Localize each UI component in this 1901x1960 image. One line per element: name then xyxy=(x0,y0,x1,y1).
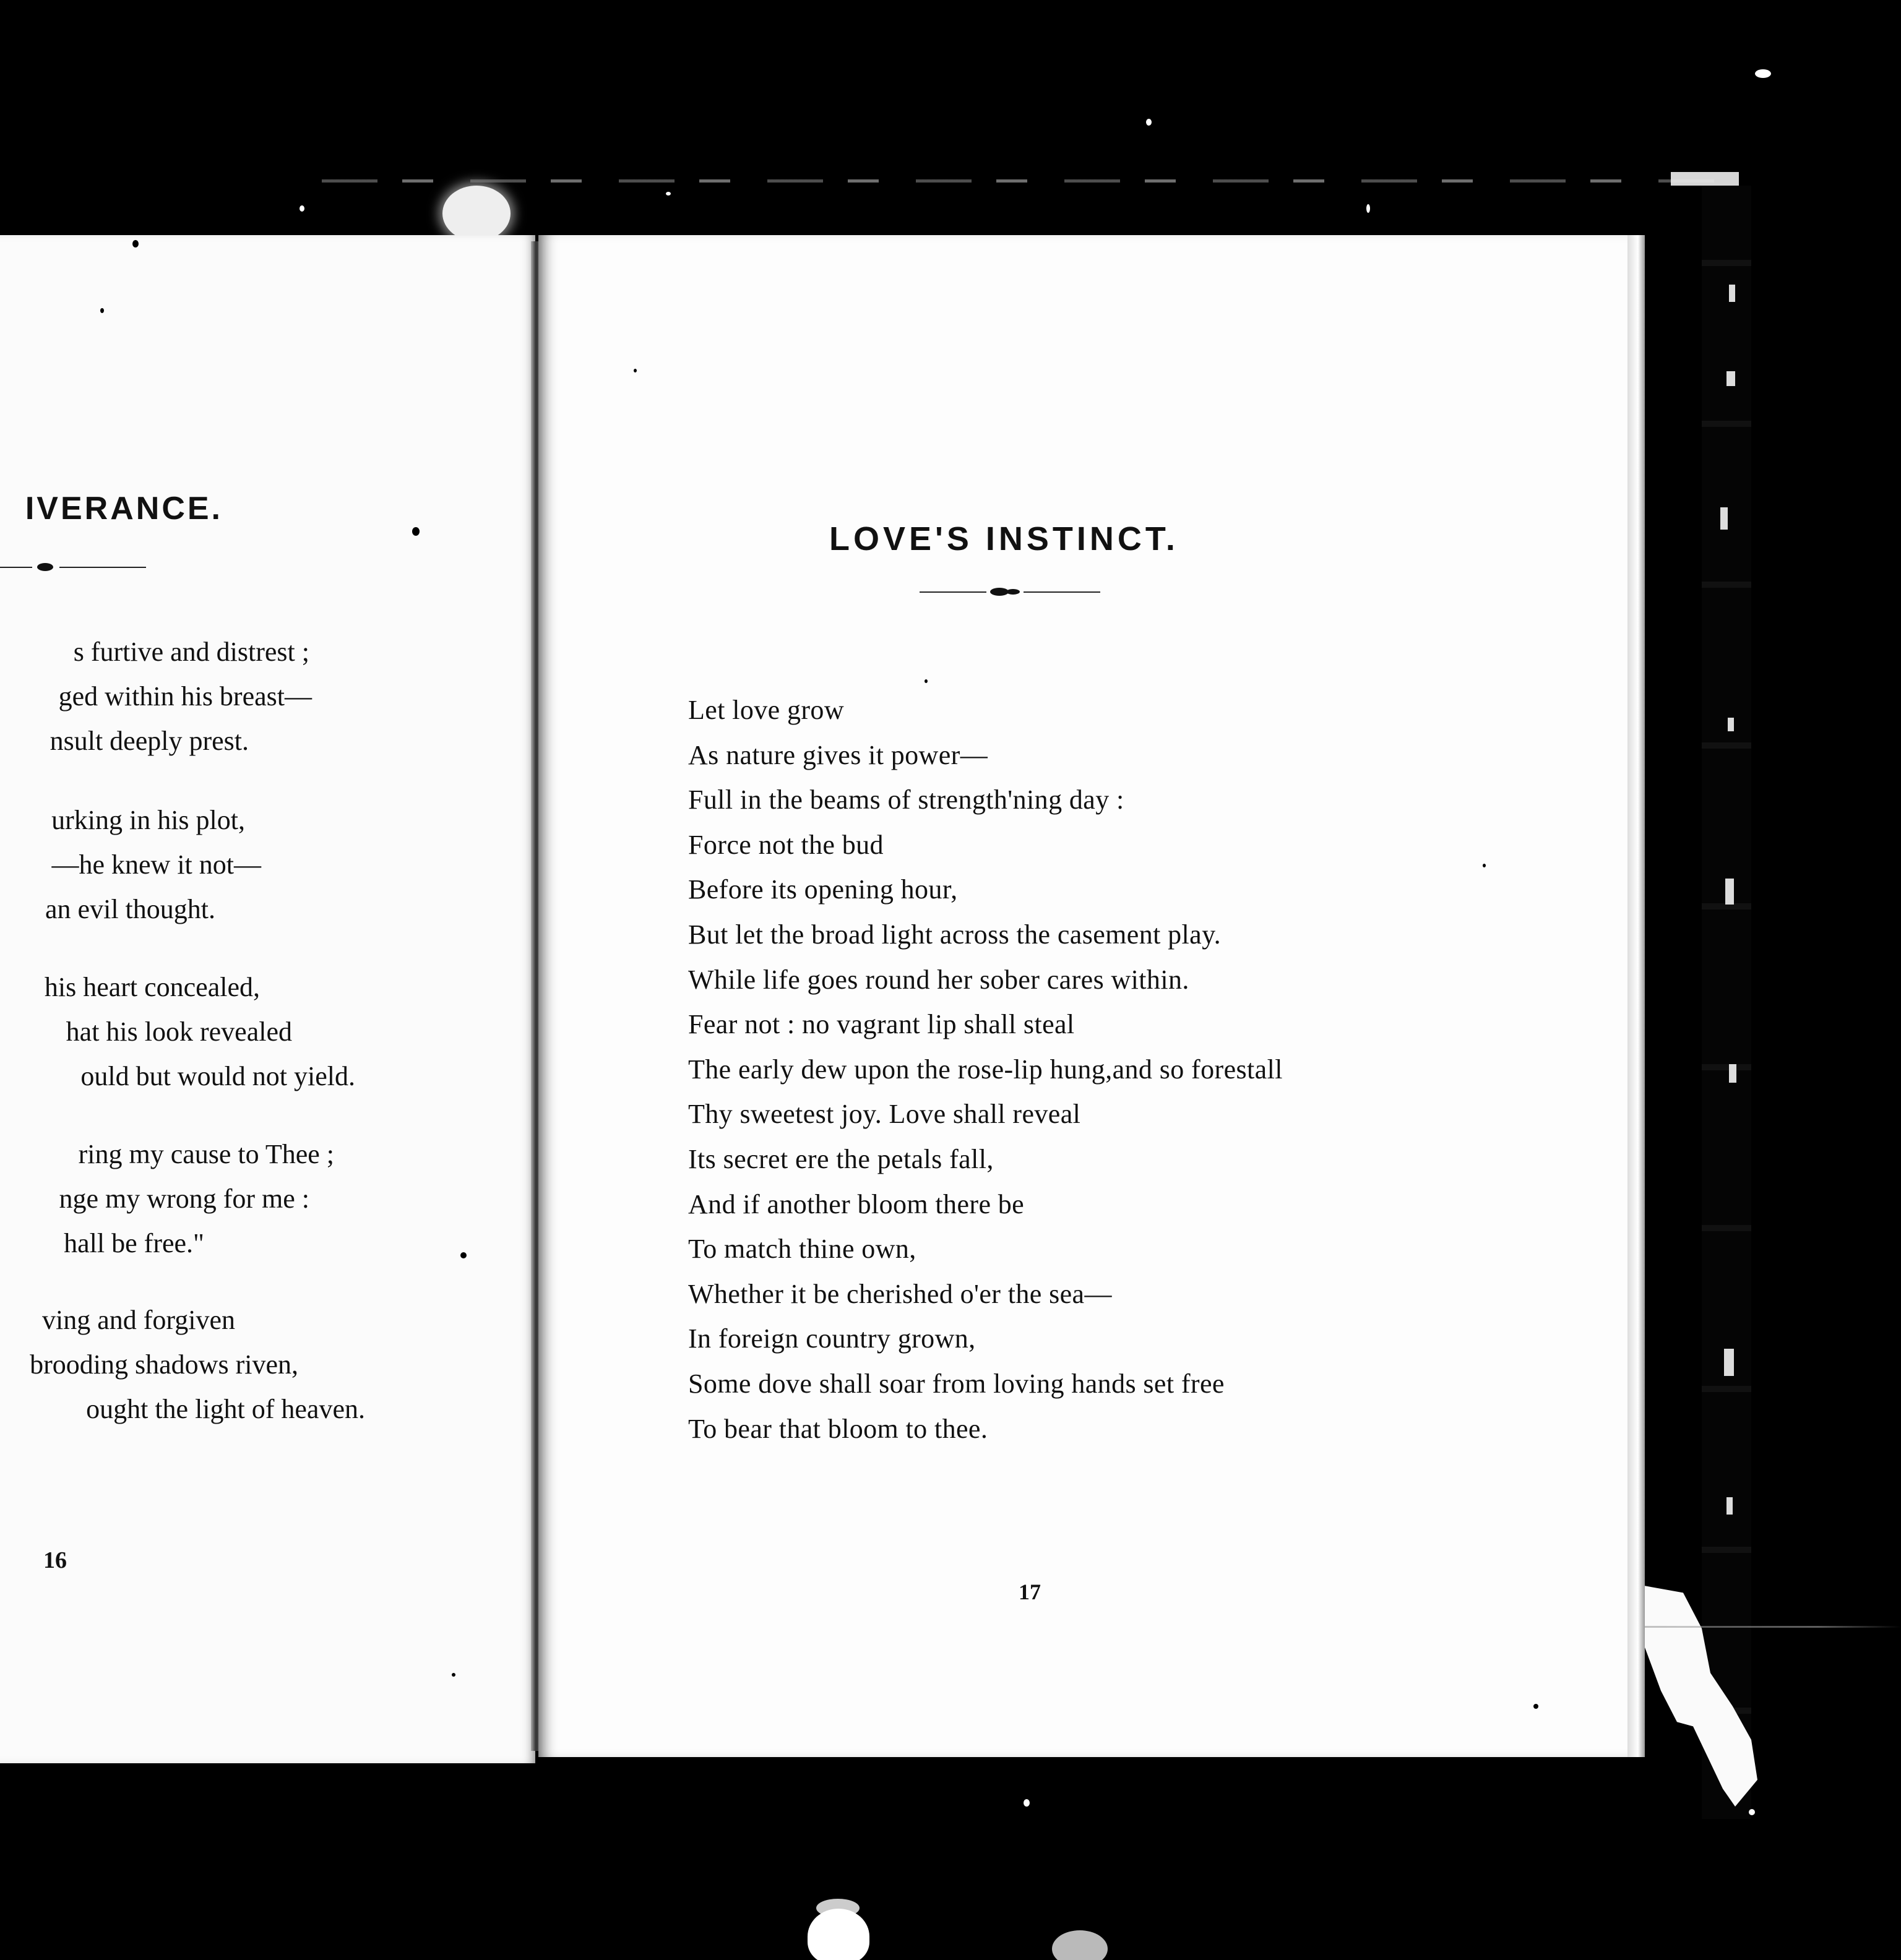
poem-title: LOVE'S INSTINCT. xyxy=(829,520,1179,557)
poem-line: As nature gives it power— xyxy=(688,739,988,770)
poem-line: Fear not : no vagrant lip shall steal xyxy=(688,1009,1075,1040)
top-corner-mark xyxy=(1671,172,1739,186)
poem-line: In foreign country grown, xyxy=(688,1323,976,1354)
left-poem-line: ving and forgiven xyxy=(41,1305,235,1335)
ink-speck xyxy=(460,1252,467,1258)
left-poem-line: nge my wrong for me : xyxy=(59,1184,309,1214)
dust-speck xyxy=(666,192,671,196)
left-poem-line: ould but would not yield. xyxy=(80,1061,355,1091)
poem-line: To bear that bloom to thee. xyxy=(688,1413,988,1444)
ink-speck xyxy=(100,308,104,313)
poem-line: Whether it be cherished o'er the sea— xyxy=(688,1278,1112,1309)
board-mark xyxy=(1720,507,1728,530)
right-page-edge xyxy=(1627,235,1645,1757)
left-poem-line: s furtive and distrest ; xyxy=(73,637,309,667)
ink-speck xyxy=(452,1673,455,1677)
left-poem-line: ought the light of heaven. xyxy=(86,1394,365,1424)
left-poem-line: ged within his breast— xyxy=(58,681,312,711)
ink-speck xyxy=(634,369,637,372)
board-mark xyxy=(1729,1064,1736,1083)
dust-speck xyxy=(1366,204,1370,213)
left-poem-line: —he knew it not— xyxy=(51,849,261,880)
dust-speck xyxy=(300,205,304,212)
poem-line: Some dove shall soar from loving hands set free xyxy=(688,1368,1225,1399)
bottom-blob xyxy=(808,1909,869,1960)
ink-speck xyxy=(1533,1704,1538,1709)
left-poem-line: hall be free." xyxy=(64,1228,204,1258)
left-poem-line: ring my cause to Thee ; xyxy=(78,1139,334,1169)
ink-speck xyxy=(132,240,139,247)
left-poem-line: nsult deeply prest. xyxy=(50,726,249,756)
board-mark xyxy=(1726,1497,1733,1515)
left-page-title: IVERANCE. xyxy=(25,491,223,527)
poem-line: The early dew upon the rose-lip hung,and so forestall xyxy=(688,1054,1283,1085)
bottom-blob xyxy=(1052,1930,1108,1960)
poem-line: Force not the bud xyxy=(688,829,884,860)
poem-body xyxy=(688,688,1283,1451)
board-mark xyxy=(1725,879,1734,905)
left-poem-line: brooding shadows riven, xyxy=(30,1349,298,1380)
binding-blob-top xyxy=(442,186,511,241)
top-edge-rule xyxy=(322,179,1739,183)
poem-line: And if another bloom there be xyxy=(688,1188,1025,1219)
dust-speck xyxy=(1755,69,1771,78)
right-binding-board xyxy=(1702,186,1751,1819)
poem-line: Thy sweetest joy. Love shall reveal xyxy=(688,1099,1081,1130)
poem-line: To match thine own, xyxy=(688,1234,916,1265)
poem-line: Full in the beams of strength'ning day : xyxy=(688,784,1124,815)
poem-line: Before its opening hour, xyxy=(688,874,958,905)
left-poem-line: an evil thought. xyxy=(45,894,215,924)
right-page-number: 17 xyxy=(1019,1580,1041,1604)
board-mark xyxy=(1728,718,1734,731)
ink-speck xyxy=(1483,864,1486,867)
poem-line: Its secret ere the petals fall, xyxy=(688,1143,994,1174)
left-title-ornament xyxy=(0,565,149,569)
dust-speck xyxy=(1146,119,1152,126)
left-poem-line: hat his look revealed xyxy=(66,1017,292,1047)
left-poem-line: his heart concealed, xyxy=(44,972,260,1002)
poem-line: While life goes round her sober cares within. xyxy=(688,964,1189,995)
board-mark xyxy=(1724,1349,1734,1376)
ink-speck xyxy=(925,679,928,683)
board-mark xyxy=(1729,285,1735,302)
left-poem-line: urking in his plot, xyxy=(51,805,245,835)
title-ornament xyxy=(920,590,1101,594)
poem-line: Let love grow xyxy=(688,695,845,725)
poem-line: But let the broad light across the casement play. xyxy=(688,919,1222,950)
board-mark xyxy=(1726,371,1735,386)
ink-speck xyxy=(412,527,420,536)
left-page-number: 16 xyxy=(43,1547,67,1573)
dust-speck xyxy=(1749,1809,1755,1815)
dust-speck xyxy=(1024,1799,1030,1807)
